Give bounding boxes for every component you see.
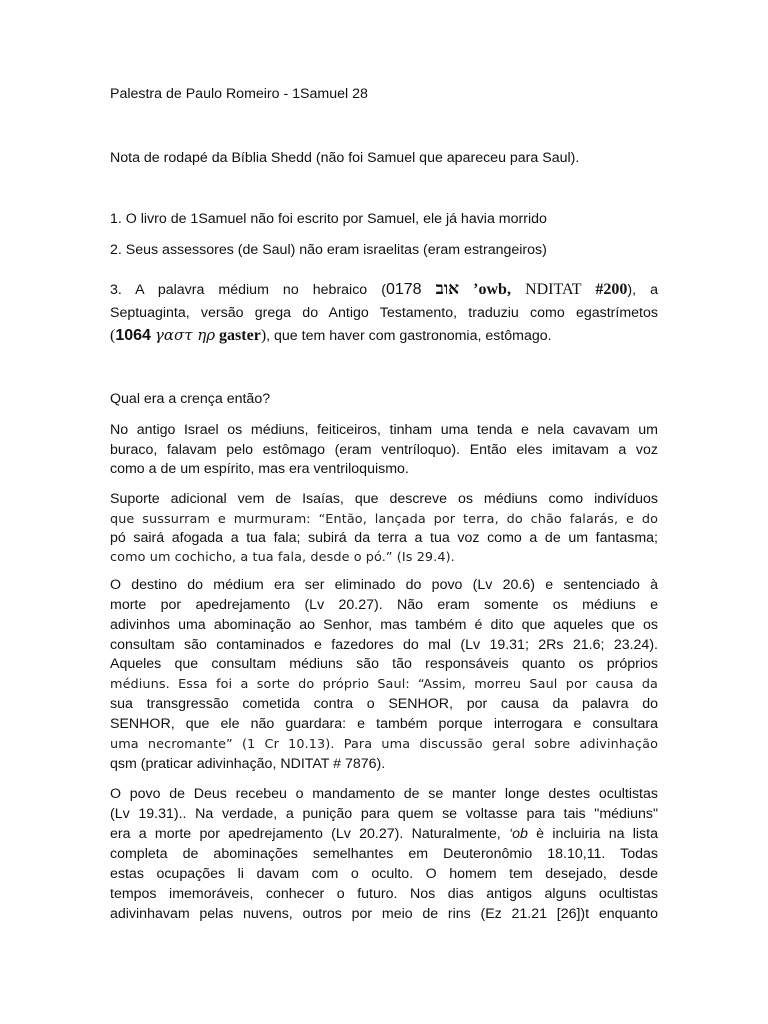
paragraph-4-line: O povo de Deus recebeu o mandamento de se manter longe destes ocultistas bbox=[110, 786, 658, 802]
transliteration-owb: ’owb, bbox=[473, 281, 511, 298]
paragraph-3-line: sua transgressão cometida contra o SENHOR, por causa da palavra do bbox=[110, 696, 658, 712]
paragraph-3-line: consultam são contaminados e fazedores do mal (Lv 19.31; 2Rs 21.6; 23.24). bbox=[110, 637, 658, 653]
point-2: 2. Seus assessores (de Saul) não eram israelitas (eram estrangeiros) bbox=[110, 242, 547, 258]
footnote-reference: Nota de rodapé da Bíblia Shedd (não foi Samuel que apareceu para Saul). bbox=[110, 150, 580, 166]
paragraph-4-line bbox=[110, 825, 658, 845]
paragraph-3-line: morte por apedrejamento (Lv 20.27). Não eram somente os médiuns e bbox=[110, 597, 658, 613]
ob-word: ‘ob bbox=[508, 826, 528, 842]
paragraph-3-line: adivinhos uma abominação ao Senhor, mas também é dito que aqueles que os bbox=[110, 617, 658, 633]
paragraph-1-line: buraco, falavam pelo estômago (eram ventríloquo). Então eles imitavam a voz bbox=[110, 442, 658, 458]
paragraph-3-line: qsm (praticar adivinhação, NDITAT # 7876). bbox=[110, 756, 386, 772]
paragraph-3-line: SENHOR, que ele não guardara: e também porque interrogara e consultara bbox=[110, 716, 658, 732]
paragraph-4-text: era a morte por apedrejamento (Lv 20.27). Naturalmente, bbox=[110, 826, 509, 842]
paragraph-2-quote-line: como um cochicho, a tua fala, desde o pó.” (Is 29.4). bbox=[110, 550, 455, 565]
section-question: Qual era a crença então? bbox=[110, 391, 271, 407]
paragraph-4-line: (Lv 19.31).. Na verdade, a punição para quem se voltasse para tais "médiuns" bbox=[110, 806, 658, 822]
paragraph-4-text: è incluiria na lista bbox=[527, 826, 658, 842]
nditat-number: #200 bbox=[595, 281, 628, 298]
paragraph-4-line: estas ocupações li davam com o oculto. O homem tem desejado, desde bbox=[110, 866, 658, 882]
gaster-word: gaster bbox=[219, 327, 261, 344]
point-1: 1. O livro de 1Samuel não foi escrito por Samuel, ele já havia morrido bbox=[110, 211, 547, 227]
paragraph-4-line: adivinhavam pelas nuvens, outros por meio de rins (Ez 21.21 [26])t enquanto bbox=[110, 906, 658, 922]
paragraph-2-line: Suporte adicional vem de Isaías, que descreve os médiuns como indivíduos bbox=[110, 491, 658, 507]
paragraph-3-quote-line: médiuns. Essa foi a sorte do próprio Saul: “Assim, morreu Saul por causa da bbox=[110, 677, 658, 692]
strong-number-0178: 0178 bbox=[385, 281, 422, 298]
paragraph-4-line: completa de abominações semelhantes em Deuteronômio 18.10,11. Todas bbox=[110, 846, 658, 862]
nditat-label: NDITAT bbox=[510, 281, 596, 298]
strong-number-1064: 1064 bbox=[115, 327, 151, 344]
paragraph-1-line: No antigo Israel os médiuns, feiticeiros, tinham uma tenda e nela cavavam um bbox=[110, 422, 658, 438]
paragraph-4-line: tempos imemoráveis, conhecer o futuro. Nos dias antigos alguns ocultistas bbox=[110, 886, 658, 902]
paragraph-2-line: pó sairá afogada a tua fala; subirá da terra a tua voz como a de um fantasma; bbox=[110, 530, 658, 546]
point-3-text-c: , que tem haver com gastronomia, estômago. bbox=[266, 328, 552, 344]
paragraph-3-quote-line: uma necromante” (1 Cr 10.13). Para uma discussão geral sobre adivinhação bbox=[110, 737, 658, 752]
point-3-line-2: Septuaginta, versão grega do Antigo Testamento, traduziu como egastrímetos bbox=[110, 305, 658, 321]
point-3-text-b: ), a bbox=[627, 282, 658, 298]
point-3-text-a: 3. A palavra médium no hebraico ( bbox=[110, 282, 386, 298]
point-3-line-3: (1064 γαστ ηρ gaster), que tem haver com gastronomia, estômago. bbox=[110, 326, 552, 344]
paragraph-3-line: Aqueles que consultam médiuns são tão responsáveis quanto os próprios bbox=[110, 656, 658, 672]
greek-word: γαστ ηρ bbox=[154, 326, 216, 344]
paragraph-1-line: como a de um espírito, mas era ventriloquismo. bbox=[110, 461, 409, 477]
document-title: Palestra de Paulo Romeiro - 1Samuel 28 bbox=[110, 86, 368, 102]
paragraph-3-line: O destino do médium era ser eliminado do povo (Lv 20.6) e sentenciado à bbox=[110, 577, 658, 593]
hebrew-word: אוב bbox=[435, 279, 460, 299]
point-3-line-1 bbox=[110, 280, 658, 301]
paragraph-2-quote-line: que sussurram e murmuram: “Então, lançada por terra, do chão falarás, e do bbox=[110, 512, 658, 527]
